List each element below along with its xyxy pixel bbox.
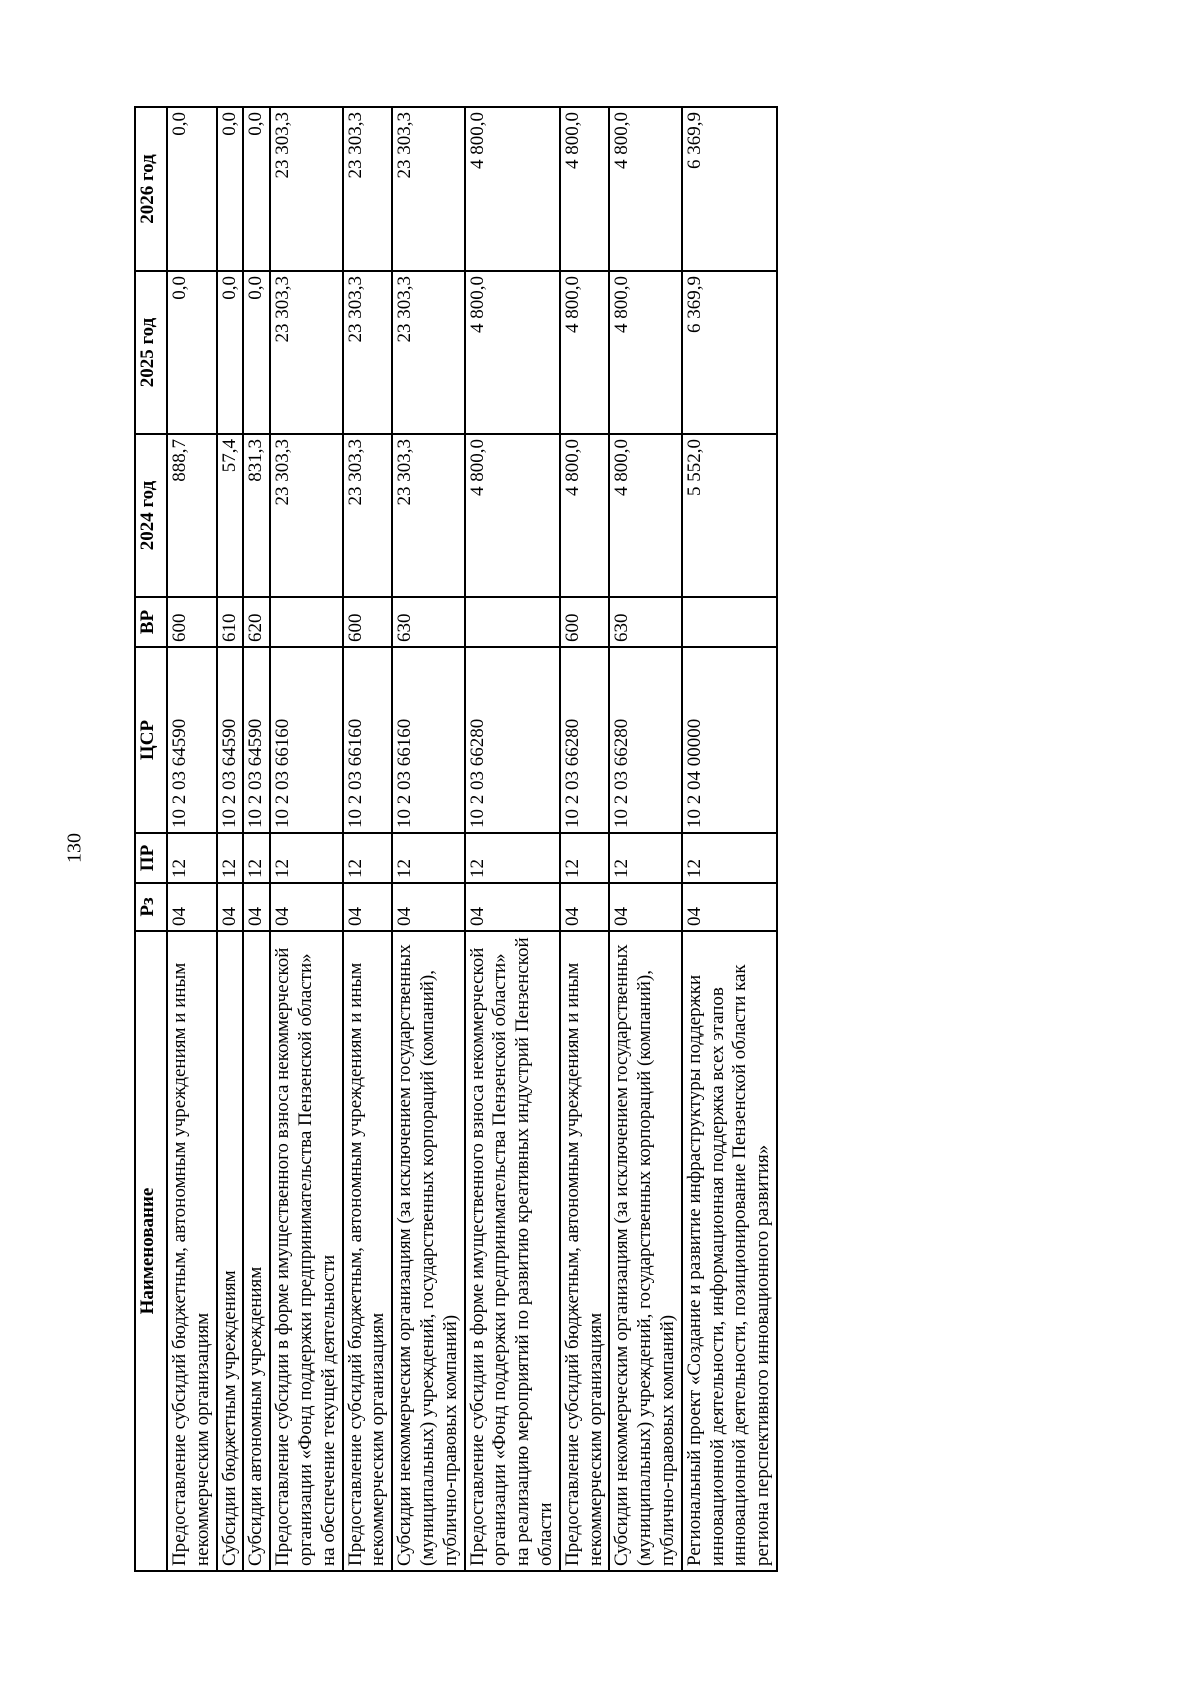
cell-2026: 0,0: [217, 107, 244, 271]
cell-2024: 23 303,3: [343, 434, 393, 597]
cell-2025: 4 800,0: [465, 271, 560, 434]
cell-rz: 04: [243, 883, 270, 931]
cell-2026: 4 800,0: [560, 107, 610, 271]
page-number: 130: [63, 833, 86, 863]
cell-pr: 12: [243, 833, 270, 883]
table-row: [465, 107, 560, 1571]
cell-csr: 10 2 03 66280: [560, 647, 610, 833]
cell-vr: 630: [609, 597, 681, 647]
cell-2026: 0,0: [243, 107, 270, 271]
cell-name: Предоставление субсидий бюджетным, автономным учреждениям и иным некоммерческим организациям: [560, 931, 610, 1571]
cell-2026: 0,0: [167, 107, 217, 271]
cell-vr: 610: [217, 597, 244, 647]
cell-csr: 10 2 03 66160: [343, 647, 393, 833]
table-row: [682, 107, 777, 1571]
cell-csr: 10 2 03 66280: [465, 647, 560, 833]
cell-2026: 4 800,0: [609, 107, 681, 271]
cell-pr: 12: [560, 833, 610, 883]
header-year-2026: 2026 год: [135, 107, 167, 271]
budget-table: [134, 106, 778, 1572]
cell-name: Региональный проект «Создание и развитие инфраструктуры поддержки инновационной деятельности, информационная поддержка всех этапов инновационной деятельности, позиционирование Пензенской области как региона перспективного инновационного развития»: [682, 931, 777, 1571]
cell-csr: 10 2 03 66280: [609, 647, 681, 833]
cell-name: Субсидии автономным учреждениям: [243, 931, 270, 1571]
cell-rz: 04: [270, 883, 342, 931]
cell-2026: 23 303,3: [392, 107, 464, 271]
table-row: [167, 107, 217, 1571]
cell-rz: 04: [560, 883, 610, 931]
cell-name: Субсидии некоммерческим организациям (за исключением государственных (муниципальных) учреждений, государственных корпораций (компаний), публично-правовых компаний): [609, 931, 681, 1571]
cell-2026: 4 800,0: [465, 107, 560, 271]
cell-vr: 600: [343, 597, 393, 647]
cell-2025: 23 303,3: [392, 271, 464, 434]
cell-vr: 620: [243, 597, 270, 647]
cell-2024: 4 800,0: [465, 434, 560, 597]
cell-vr: 600: [560, 597, 610, 647]
cell-2024: 5 552,0: [682, 434, 777, 597]
cell-name: Субсидии некоммерческим организациям (за исключением государственных (муниципальных) учреждений, государственных корпораций (компаний), публично-правовых компаний): [392, 931, 464, 1571]
table-body: [167, 107, 777, 1571]
table-row: [270, 107, 342, 1571]
cell-pr: 12: [682, 833, 777, 883]
cell-name: Предоставление субсидии в форме имущественного взноса некоммерческой организации «Фонд поддержки предпринимательства Пензенской области» на реализацию мероприятий по развитию креативных индустрий Пензенской области: [465, 931, 560, 1571]
cell-2025: 0,0: [243, 271, 270, 434]
cell-2025: 4 800,0: [560, 271, 610, 434]
cell-2025: 0,0: [167, 271, 217, 434]
cell-vr: 600: [167, 597, 217, 647]
cell-vr: [270, 597, 342, 647]
cell-2025: 23 303,3: [343, 271, 393, 434]
table-row: [609, 107, 681, 1571]
cell-2025: 0,0: [217, 271, 244, 434]
cell-csr: 10 2 03 64590: [167, 647, 217, 833]
table-row: [392, 107, 464, 1571]
cell-csr: 10 2 04 00000: [682, 647, 777, 833]
rotated-table-frame: [134, 108, 1043, 1572]
cell-csr: 10 2 03 66160: [392, 647, 464, 833]
header-name: Наименование: [135, 931, 167, 1571]
cell-pr: 12: [392, 833, 464, 883]
cell-pr: 12: [609, 833, 681, 883]
cell-name: Субсидии бюджетным учреждениям: [217, 931, 244, 1571]
cell-csr: 10 2 03 64590: [243, 647, 270, 833]
table-row: [217, 107, 244, 1571]
cell-vr: [465, 597, 560, 647]
cell-2024: 4 800,0: [609, 434, 681, 597]
header-vr: ВР: [135, 597, 167, 647]
cell-2026: 6 369,9: [682, 107, 777, 271]
cell-rz: 04: [392, 883, 464, 931]
cell-2026: 23 303,3: [343, 107, 393, 271]
cell-name: Предоставление субсидий бюджетным, автономным учреждениям и иным некоммерческим организациям: [167, 931, 217, 1571]
cell-2024: 23 303,3: [270, 434, 342, 597]
cell-2024: 831,3: [243, 434, 270, 597]
table-row: [343, 107, 393, 1571]
cell-rz: 04: [682, 883, 777, 931]
cell-2026: 23 303,3: [270, 107, 342, 271]
table-container: [134, 108, 1043, 1572]
cell-2024: 57,4: [217, 434, 244, 597]
cell-2025: 4 800,0: [609, 271, 681, 434]
cell-rz: 04: [217, 883, 244, 931]
header-csr: ЦСР: [135, 647, 167, 833]
cell-csr: 10 2 03 66160: [270, 647, 342, 833]
cell-vr: 630: [392, 597, 464, 647]
cell-2024: 4 800,0: [560, 434, 610, 597]
header-year-2024: 2024 год: [135, 434, 167, 597]
cell-pr: 12: [270, 833, 342, 883]
cell-pr: 12: [217, 833, 244, 883]
cell-pr: 12: [465, 833, 560, 883]
cell-2025: 23 303,3: [270, 271, 342, 434]
cell-vr: [682, 597, 777, 647]
header-pr: ПР: [135, 833, 167, 883]
cell-csr: 10 2 03 64590: [217, 647, 244, 833]
cell-rz: 04: [465, 883, 560, 931]
cell-pr: 12: [343, 833, 393, 883]
table-row: [243, 107, 270, 1571]
cell-rz: 04: [609, 883, 681, 931]
cell-name: Предоставление субсидий бюджетным, автономным учреждениям и иным некоммерческим организациям: [343, 931, 393, 1571]
cell-name: Предоставление субсидии в форме имущественного взноса некоммерческой организации «Фонд поддержки предпринимательства Пензенской области» на обеспечение текущей деятельности: [270, 931, 342, 1571]
cell-rz: 04: [343, 883, 393, 931]
cell-rz: 04: [167, 883, 217, 931]
table-header-row: [135, 107, 167, 1571]
header-year-2025: 2025 год: [135, 271, 167, 434]
table-row: [560, 107, 610, 1571]
cell-2024: 888,7: [167, 434, 217, 597]
cell-2025: 6 369,9: [682, 271, 777, 434]
cell-pr: 12: [167, 833, 217, 883]
header-rz: Рз: [135, 883, 167, 931]
cell-2024: 23 303,3: [392, 434, 464, 597]
